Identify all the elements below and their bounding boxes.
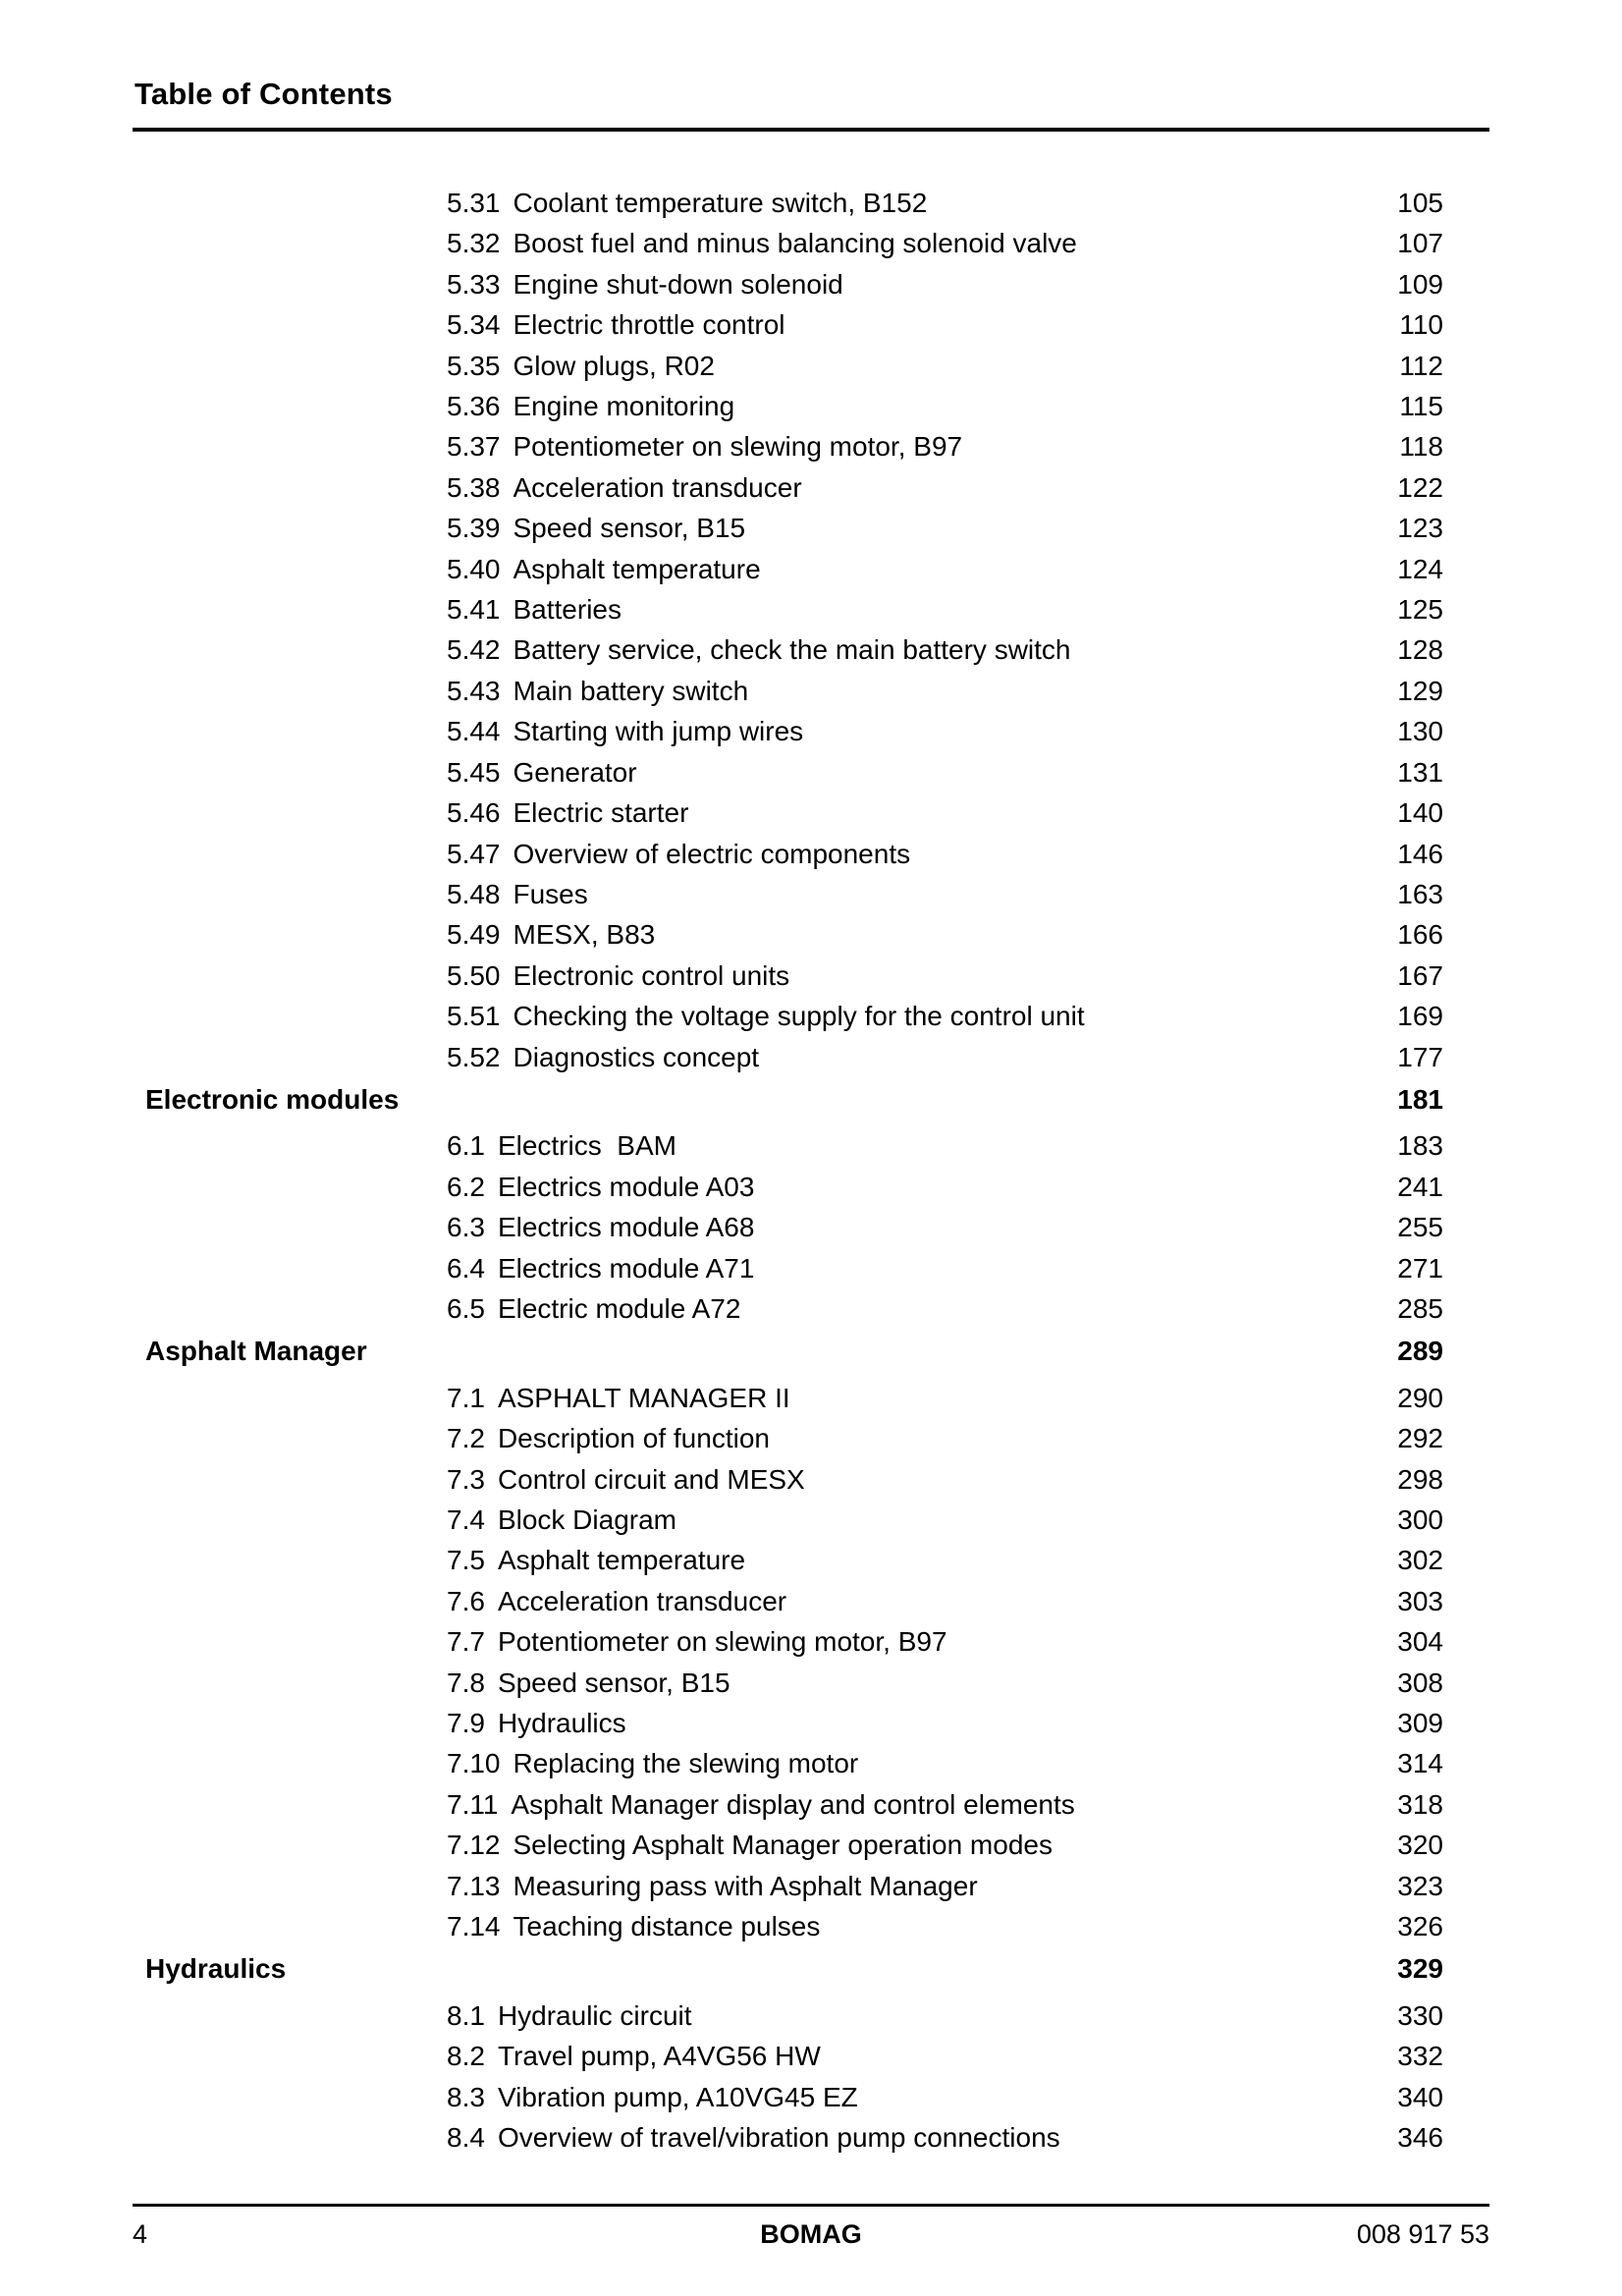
toc-item-title: Diagnostics concept <box>513 1041 760 1072</box>
toc-item-row <box>135 914 1443 955</box>
toc-item-title: Teaching distance pulses <box>513 1911 821 1942</box>
toc-item-number: 7.2 <box>447 1423 485 1454</box>
toc-page-number: 346 <box>1397 2122 1443 2154</box>
toc-item-title: Potentiometer on slewing motor, B97 <box>497 1626 947 1658</box>
toc-item-title: Starting with jump wires <box>513 716 804 747</box>
toc-item-number: 5.43 <box>447 675 501 706</box>
toc-item-title: Acceleration transducer <box>497 1585 787 1616</box>
toc-item-number: 7.9 <box>447 1708 485 1739</box>
toc-item-title: Travel pump, A4VG56 HW <box>497 2041 821 2072</box>
toc-item-row <box>135 834 1443 874</box>
toc-item-row <box>135 1866 1443 1906</box>
toc-page-number: 128 <box>1397 634 1443 666</box>
toc-item-title: Vibration pump, A10VG45 EZ <box>497 2081 858 2112</box>
toc-item-number: 5.45 <box>447 756 501 788</box>
toc-item-number: 5.38 <box>447 471 501 503</box>
toc-item-number: 5.41 <box>447 594 501 626</box>
toc-page-number: 303 <box>1397 1585 1443 1616</box>
toc-page-number: 300 <box>1397 1504 1443 1535</box>
toc-item-number: 8.2 <box>447 2041 485 2072</box>
toc-page-number: 124 <box>1397 553 1443 584</box>
toc-page-number: 326 <box>1397 1911 1443 1942</box>
toc-item-number: 7.11 <box>447 1788 499 1820</box>
toc-item-title: MESX, B83 <box>513 919 656 951</box>
toc-page-number: 163 <box>1397 878 1443 909</box>
toc-page-number: 304 <box>1397 1626 1443 1658</box>
toc-item-title: Speed sensor, B15 <box>497 1667 730 1698</box>
toc-item-row <box>135 1167 1443 1207</box>
toc-item-row <box>135 874 1443 914</box>
toc-item-row <box>135 426 1443 466</box>
toc-item-row <box>135 1784 1443 1825</box>
toc-item-row <box>135 549 1443 589</box>
footer-brand: BOMAG <box>760 2219 862 2249</box>
toc-page-number: 109 <box>1397 268 1443 300</box>
toc-item-row <box>135 1459 1443 1500</box>
toc-item-number: 5.31 <box>447 188 501 218</box>
toc-page-number: 105 <box>1397 188 1443 218</box>
toc-item-title: Electric throttle control <box>513 309 785 341</box>
toc-item-title: Coolant temperature switch, B152 <box>513 188 928 218</box>
toc-page-number: 115 <box>1399 391 1443 422</box>
toc-item-number: 7.8 <box>447 1667 485 1698</box>
toc-item-row <box>135 1125 1443 1166</box>
toc-page-number: 314 <box>1397 1748 1443 1779</box>
toc-item-row <box>135 1207 1443 1247</box>
footer-page-number: 4 <box>133 2219 148 2249</box>
toc-item-title: Selecting Asphalt Manager operation modes <box>513 1830 1053 1861</box>
toc-item-number: 5.33 <box>447 268 501 300</box>
toc-item-row <box>135 1378 1443 1418</box>
toc-section-title: Asphalt Manager <box>145 1336 367 1367</box>
toc-item-title: Engine shut-down solenoid <box>513 268 843 300</box>
toc-item-number: 7.14 <box>447 1911 501 1942</box>
toc-item-number: 5.39 <box>447 513 501 544</box>
toc-item-row <box>135 1288 1443 1329</box>
toc-item-number: 6.3 <box>447 1212 485 1243</box>
toc-item-title: Electrics BAM <box>497 1130 676 1162</box>
toc-item-number: 7.4 <box>447 1504 485 1535</box>
toc-item-number: 7.10 <box>447 1748 501 1779</box>
toc-item-number: 8.1 <box>447 1999 485 2031</box>
toc-item-title: Electrics module A71 <box>497 1252 755 1284</box>
toc-item-number: 5.46 <box>447 797 501 829</box>
header-rule <box>133 128 1489 132</box>
page-title: Table of Contents <box>135 77 393 111</box>
toc-section-title: Electronic modules <box>145 1083 400 1115</box>
toc-section-title: Hydraulics <box>145 1953 287 1985</box>
toc-item-title: Asphalt temperature <box>513 553 761 584</box>
toc-item-row <box>135 1037 1443 1077</box>
toc-item-number: 5.49 <box>447 919 501 951</box>
toc-page-number: 130 <box>1397 716 1443 747</box>
toc-section-row <box>135 1948 1443 1989</box>
toc-item-title: Block Diagram <box>497 1504 676 1535</box>
toc-item-row <box>135 508 1443 548</box>
toc-page-number: 271 <box>1397 1252 1443 1284</box>
toc-item-title: Checking the voltage supply for the control unit <box>513 1001 1085 1032</box>
toc-item-number: 6.5 <box>447 1292 485 1324</box>
toc-item-row <box>135 956 1443 996</box>
toc-page-number: 318 <box>1397 1788 1443 1820</box>
toc-section-row <box>135 1331 1443 1371</box>
toc-page-number: 323 <box>1397 1870 1443 1901</box>
toc-page-number: 122 <box>1397 471 1443 503</box>
toc-page-number: 292 <box>1397 1423 1443 1454</box>
toc-item-title: Hydraulic circuit <box>497 1999 692 2031</box>
toc-item-title: Main battery switch <box>513 675 749 706</box>
toc-page-number: 285 <box>1397 1292 1443 1324</box>
toc-page-number: 123 <box>1397 513 1443 544</box>
toc-page-number: 166 <box>1397 919 1443 951</box>
toc-page-number: 302 <box>1397 1545 1443 1576</box>
toc-item-row <box>135 223 1443 263</box>
toc-item-number: 7.13 <box>447 1870 501 1901</box>
toc-page-number: 118 <box>1399 431 1443 463</box>
toc-page-number: 309 <box>1397 1708 1443 1739</box>
toc-item-row <box>135 1418 1443 1458</box>
toc-item-number: 5.48 <box>447 878 501 909</box>
toc-page-number: 183 <box>1397 1130 1443 1162</box>
toc-item-title: Electrics module A68 <box>497 1212 755 1243</box>
toc-item-title: ASPHALT MANAGER II <box>497 1382 790 1413</box>
toc-item-title: Overview of electric components <box>513 838 911 869</box>
toc-item-number: 7.12 <box>447 1830 501 1861</box>
toc-page-number: 107 <box>1397 228 1443 259</box>
toc-item-row <box>135 996 1443 1036</box>
toc-item-title: Replacing the slewing motor <box>513 1748 859 1779</box>
toc-item-number: 5.52 <box>447 1041 501 1072</box>
toc-item-number: 7.3 <box>447 1463 485 1495</box>
toc-item-number: 5.40 <box>447 553 501 584</box>
toc-item-number: 6.4 <box>447 1252 485 1284</box>
toc-page-number: 255 <box>1397 1212 1443 1243</box>
toc-page-number: 131 <box>1397 756 1443 788</box>
toc-item-number: 8.4 <box>447 2122 485 2154</box>
toc-page-number: 290 <box>1397 1382 1443 1413</box>
toc-item-row <box>135 671 1443 711</box>
toc-item-row <box>135 1540 1443 1580</box>
toc-item-row <box>135 1500 1443 1540</box>
toc-item-row <box>135 2036 1443 2076</box>
toc-item-number: 7.6 <box>447 1585 485 1616</box>
toc-item-row <box>135 752 1443 793</box>
toc-page-number: 167 <box>1397 959 1443 991</box>
toc-item-title: Control circuit and MESX <box>497 1463 805 1495</box>
toc-page-number: 146 <box>1397 838 1443 869</box>
toc-item-title: Description of function <box>497 1423 770 1454</box>
toc-item-number: 5.34 <box>447 309 501 341</box>
toc-item-row <box>135 183 1443 223</box>
toc-item-row <box>135 1703 1443 1743</box>
toc-page-number: 125 <box>1397 594 1443 626</box>
toc-item-number: 7.1 <box>447 1382 485 1413</box>
toc-page-number: 308 <box>1397 1667 1443 1698</box>
toc-page-number: 332 <box>1397 2041 1443 2072</box>
toc-item-number: 6.2 <box>447 1171 485 1202</box>
toc-item-row <box>135 2077 1443 2117</box>
toc-page-number: 112 <box>1399 350 1443 381</box>
toc-page-number: 298 <box>1397 1463 1443 1495</box>
footer-doc-number: 008 917 53 <box>1356 2219 1489 2249</box>
toc-item-title: Boost fuel and minus balancing solenoid valve <box>513 228 1077 259</box>
toc-item-row <box>135 1743 1443 1783</box>
toc-item-number: 5.42 <box>447 634 501 666</box>
toc-item-title: Electric starter <box>513 797 689 829</box>
toc-item-row <box>135 1248 1443 1288</box>
toc-item-row <box>135 1581 1443 1621</box>
toc-item-title: Electrics module A03 <box>497 1171 755 1202</box>
toc-item-title: Batteries <box>513 594 622 626</box>
toc-item-row <box>135 629 1443 670</box>
toc-page-number: 241 <box>1397 1171 1443 1202</box>
toc-item-title: Speed sensor, B15 <box>513 513 746 544</box>
toc-item-title: Asphalt Manager display and control elements <box>511 1788 1075 1820</box>
toc-item-number: 5.37 <box>447 431 501 463</box>
toc-page-number: 320 <box>1397 1830 1443 1861</box>
toc-item-row <box>135 346 1443 386</box>
toc-page-number: 329 <box>1397 1953 1443 1985</box>
toc-page-number: 129 <box>1397 675 1443 706</box>
toc-item-number: 5.50 <box>447 959 501 991</box>
footer-row <box>133 2207 1489 2250</box>
toc-item-row <box>135 1995 1443 2036</box>
toc-item-number: 7.5 <box>447 1545 485 1576</box>
toc-item-row <box>135 264 1443 304</box>
toc-page-number: 169 <box>1397 1001 1443 1032</box>
toc-item-row <box>135 1621 1443 1662</box>
toc-page-number: 177 <box>1397 1041 1443 1072</box>
toc-item-row <box>135 711 1443 751</box>
page-header <box>133 77 1489 132</box>
toc-item-row <box>135 2117 1443 2158</box>
toc-item-title: Overview of travel/vibration pump connections <box>497 2122 1060 2154</box>
toc-page-number: 289 <box>1397 1336 1443 1367</box>
toc-item-title: Glow plugs, R02 <box>513 350 715 381</box>
toc-item-row <box>135 1825 1443 1865</box>
toc-item-number: 5.47 <box>447 838 501 869</box>
toc-item-number: 7.7 <box>447 1626 485 1658</box>
toc-item-row <box>135 467 1443 508</box>
toc-item-row <box>135 304 1443 345</box>
toc-page-number: 340 <box>1397 2081 1443 2112</box>
toc-item-number: 5.44 <box>447 716 501 747</box>
toc-item-row <box>135 386 1443 426</box>
toc-item-title: Potentiometer on slewing motor, B97 <box>513 431 963 463</box>
toc-page-number: 110 <box>1399 309 1443 341</box>
page-footer <box>133 2204 1489 2250</box>
toc-list <box>135 183 1443 2159</box>
toc-item-row <box>135 1906 1443 1946</box>
toc-item-title: Electronic control units <box>513 959 790 991</box>
toc-section-row <box>135 1079 1443 1120</box>
toc-page-number: 140 <box>1397 797 1443 829</box>
toc-item-row <box>135 793 1443 833</box>
toc-item-title: Battery service, check the main battery switch <box>513 634 1071 666</box>
toc-item-title: Hydraulics <box>497 1708 626 1739</box>
toc-item-title: Generator <box>513 756 637 788</box>
toc-item-row <box>135 589 1443 629</box>
toc-item-title: Engine monitoring <box>513 391 735 422</box>
toc-item-row <box>135 1663 1443 1703</box>
toc-item-number: 6.1 <box>447 1130 485 1162</box>
toc-item-title: Measuring pass with Asphalt Manager <box>513 1870 978 1901</box>
toc-item-title: Fuses <box>513 878 588 909</box>
toc-item-number: 8.3 <box>447 2081 485 2112</box>
toc-item-title: Electric module A72 <box>497 1292 741 1324</box>
toc-item-number: 5.32 <box>447 228 501 259</box>
toc-item-number: 5.36 <box>447 391 501 422</box>
toc-page-number: 181 <box>1397 1083 1443 1115</box>
toc-item-title: Acceleration transducer <box>513 471 802 503</box>
toc-item-number: 5.51 <box>447 1001 501 1032</box>
toc-item-number: 5.35 <box>447 350 501 381</box>
toc-item-title: Asphalt temperature <box>497 1545 746 1576</box>
toc-page-number: 330 <box>1397 1999 1443 2031</box>
